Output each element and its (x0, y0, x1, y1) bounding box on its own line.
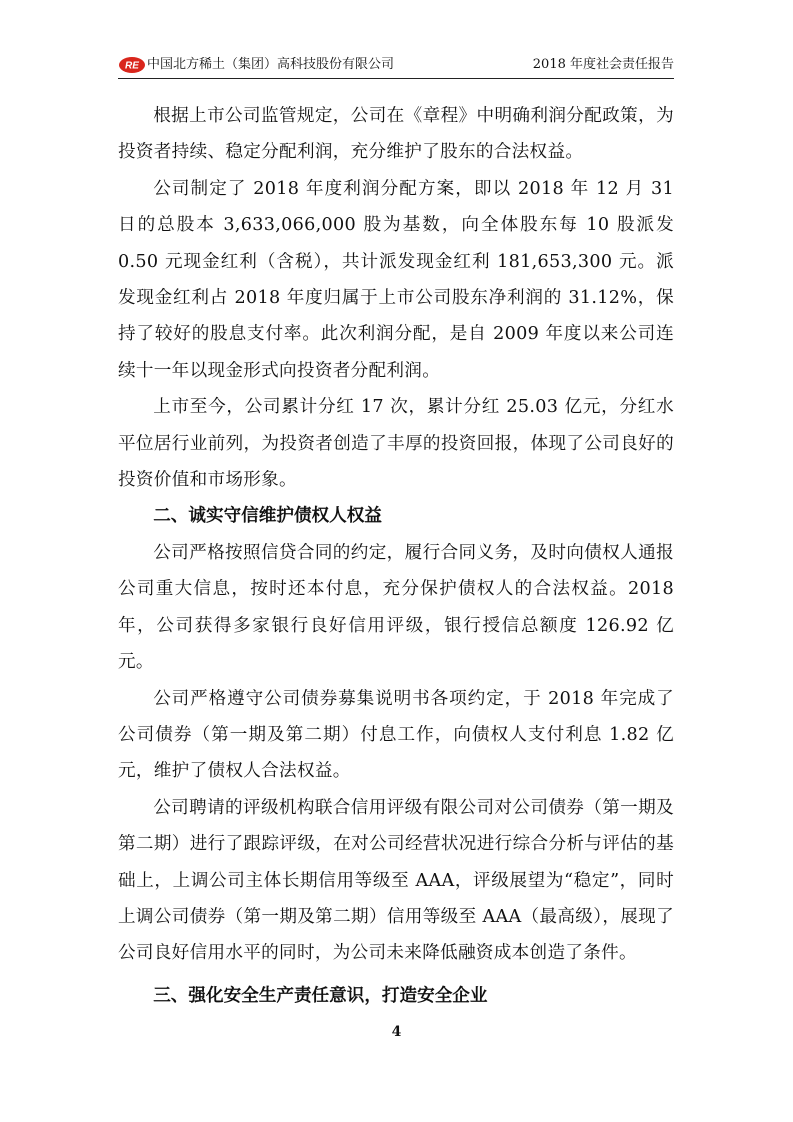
header-company-name: 中国北方稀土（集团）高科技股份有限公司 (147, 57, 395, 72)
header-report-title: 2018 年度社会责任报告 (532, 57, 674, 72)
paragraph-cumulative-dividend: 上市至今，公司累计分红 17 次，累计分红 25.03 亿元，分红水平位居行业前列，为投资者创造了丰厚的投资回报，体现了公司良好的投资价值和市场形象。 (118, 397, 674, 491)
page-header (118, 52, 674, 79)
company-logo-icon (118, 56, 146, 74)
section-heading-creditors: 二、诚实守信维护债权人权益 (153, 506, 382, 527)
svg-text:RE: RE (125, 60, 139, 72)
paragraph-credit-contracts: 公司严格按照信贷合同的约定，履行合同义务，及时向债权人通报公司重大信息，按时还本付息，充分保护债权人的合法权益。2018 年，公司获得多家银行良好信用评级，银行授信总额度 126.92 亿元。 (118, 542, 674, 673)
page-body (118, 98, 674, 1014)
paragraph-profit-policy: 根据上市公司监管规定，公司在《章程》中明确利润分配政策，为投资者持续、稳定分配利润，充分维护了股东的合法权益。 (118, 106, 674, 163)
paragraph-bond-interest: 公司严格遵守公司债券募集说明书各项约定，于 2018 年完成了公司债券（第一期及第二期）付息工作，向债权人支付利息 1.82 亿元，维护了债权人合法权益。 (118, 688, 674, 782)
page-number: 4 (391, 1024, 402, 1040)
paragraph-credit-rating: 公司聘请的评级机构联合信用评级有限公司对公司债券（第一期及第二期）进行了跟踪评级，在对公司经营状况进行综合分析与评估的基础上，上调公司主体长期信用等级至 AAA，评级展望为“稳定”，同时上调公司债券（第一期及第二期）信用等级至 AAA（最高级），展现了公司良好信用水平的同时，为公司未来降低融资成本创造了条件。 (118, 797, 674, 964)
section-heading-safety: 三、强化安全生产责任意识，打造安全企业 (153, 985, 488, 1006)
paragraph-dividend-plan: 公司制定了 2018 年度利润分配方案，即以 2018 年 12 月 31 日的总股本 3,633,066,000 股为基数，向全体股东每 10 股派发 0.50 元现金红利（含税），共计派发现金红利 181,653,300 元。派发现金红利占 2018 年度归属于上市公司股东净利润的 31.12%，保持了较好的股息支付率。此次利润分配，是自 2009 年度以来公司连续十一年以现金形式向投资者分配利润。 (118, 178, 674, 381)
